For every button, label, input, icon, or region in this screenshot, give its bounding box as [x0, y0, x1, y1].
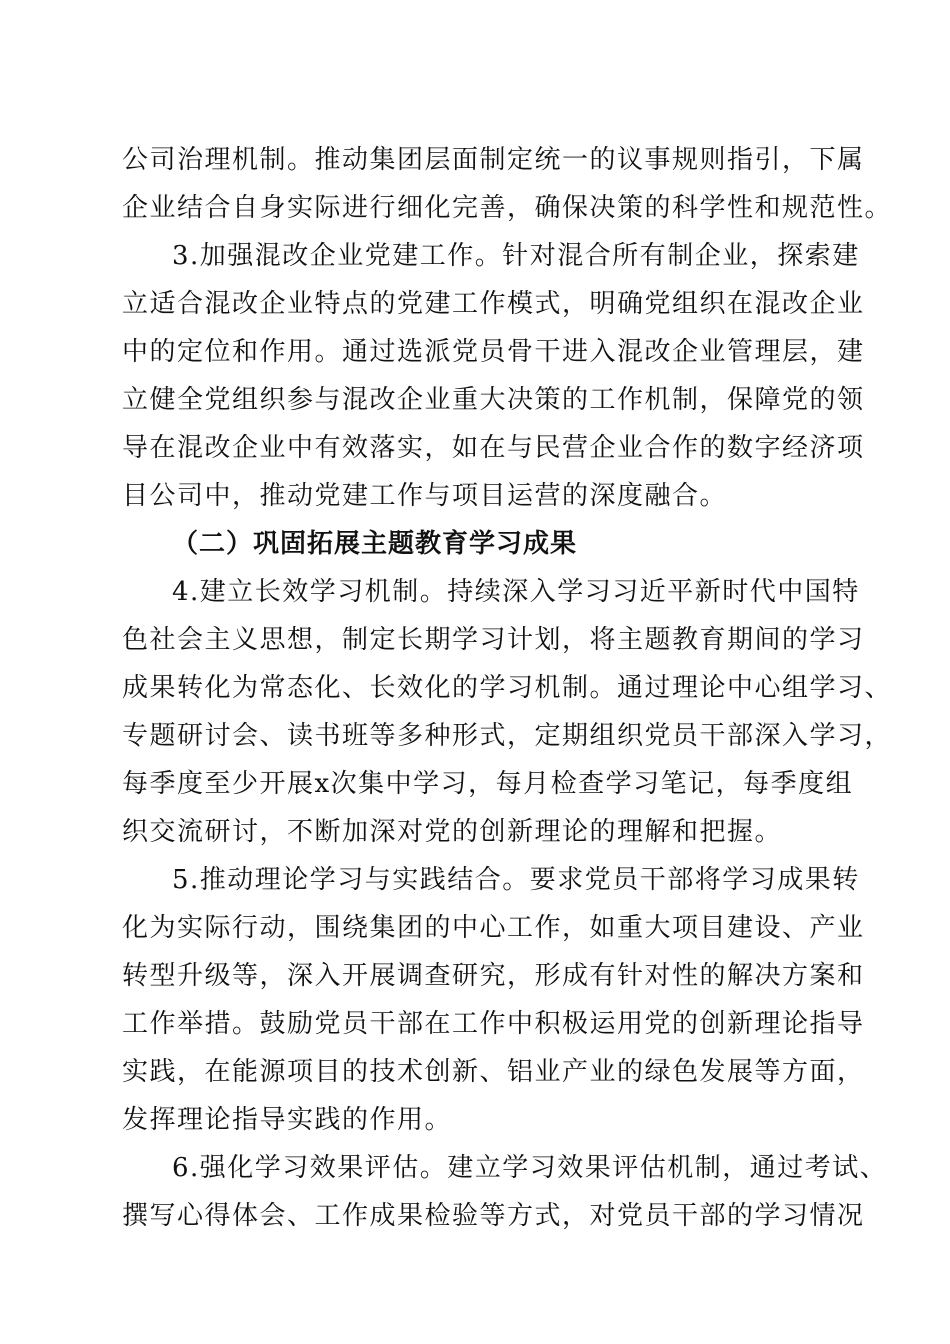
item-5-line-1: 5.推动理论学习与实践结合。要求党员干部将学习成果转 — [172, 865, 860, 895]
item-3-line-1: 3.加强混改企业党建工作。针对混合所有制企业，探索建 — [172, 241, 860, 271]
item-6-line-1: 6.强化学习效果评估。建立学习效果评估机制，通过考试、 — [172, 1153, 888, 1183]
item-3-line-4: 立健全党组织参与混改企业重大决策的工作机制，保障党的领 — [122, 385, 865, 415]
paragraph-line-2: 企业结合自身实际进行细化完善，确保决策的科学性和规范性。 — [122, 193, 893, 223]
item-5-line-3: 转型升级等，深入开展调查研究，形成有针对性的解决方案和 — [122, 961, 865, 991]
item-3-line-6: 目公司中，推动党建工作与项目运营的深度融合。 — [122, 481, 728, 511]
item-4-line-2: 色社会主义思想，制定长期学习计划，将主题教育期间的学习 — [122, 625, 865, 655]
item-4-line-4: 专题研讨会、读书班等多种形式，定期组织党员干部深入学习， — [122, 721, 893, 751]
paragraph-line-1: 公司治理机制。推动集团层面制定统一的议事规则指引，下属 — [122, 145, 865, 175]
item-6-line-2: 撰写心得体会、工作成果检验等方式，对党员干部的学习情况 — [122, 1201, 865, 1231]
item-4-line-6: 织交流研讨，不断加深对党的创新理论的理解和把握。 — [122, 817, 783, 847]
item-3-line-2: 立适合混改企业特点的党建工作模式，明确党组织在混改企业 — [122, 289, 865, 319]
item-4-line-5: 每季度至少开展x次集中学习，每月检查学习笔记，每季度组 — [122, 769, 854, 799]
item-3-line-3: 中的定位和作用。通过选派党员骨干进入混改企业管理层，建 — [122, 337, 865, 367]
item-5-line-2: 化为实际行动，围绕集团的中心工作，如重大项目建设、产业 — [122, 913, 865, 943]
section-heading: （二）巩固拓展主题教育学习成果 — [172, 529, 578, 559]
item-5-line-5: 实践，在能源项目的技术创新、铝业产业的绿色发展等方面， — [122, 1057, 865, 1087]
item-4-line-3: 成果转化为常态化、长效化的学习机制。通过理论中心组学习、 — [122, 673, 893, 703]
item-3-line-5: 导在混改企业中有效落实，如在与民营企业合作的数字经济项 — [122, 433, 865, 463]
item-4-line-1: 4.建立长效学习机制。持续深入学习习近平新时代中国特 — [172, 577, 860, 607]
item-5-line-6: 发挥理论指导实践的作用。 — [122, 1105, 453, 1135]
item-5-line-4: 工作举措。鼓励党员干部在工作中积极运用党的创新理论指导 — [122, 1009, 865, 1039]
